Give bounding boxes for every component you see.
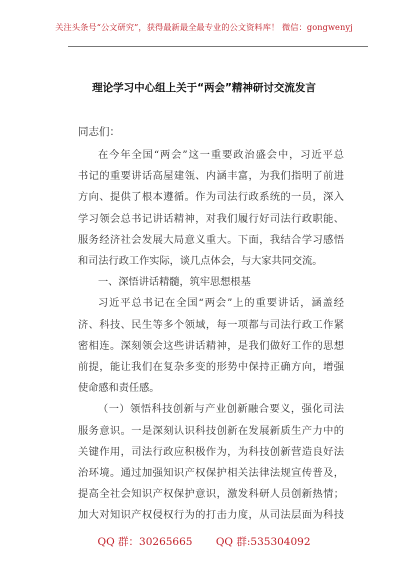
body-line: 关键作用，司法行政应积极作为，为科技创新营造良好法 bbox=[78, 446, 344, 458]
body-line: 在今年全国“两会”这一重要政治盛会中，习近平总 bbox=[98, 150, 344, 161]
body-line: 学习领会总书记讲话精神，对我们履行好司法行政职能、 bbox=[78, 213, 344, 225]
body-line: 书记的重要讲话高屋建瓴、内涵丰富，为我们指明了前进 bbox=[78, 171, 344, 183]
body-line: 使命感和责任感。 bbox=[78, 383, 160, 395]
body-line: （一）领悟科技创新与产业创新融合要义，强化司法 bbox=[98, 404, 344, 416]
body-line: 服务意识。一是深刻认识科技创新在发展新质生产力中的 bbox=[78, 425, 344, 437]
body-line: 服务经济社会发展大局意义重大。下面，我结合学习感悟 bbox=[78, 234, 344, 246]
salutation: 同志们： bbox=[78, 126, 120, 138]
header-divider bbox=[68, 46, 368, 47]
qq-group-2: QQ 群:535304092 bbox=[215, 536, 311, 548]
qq-group-1: QQ 群：30265665 bbox=[97, 536, 193, 548]
body-line: 治环境。通过加强知识产权保护相关法律法规宣传普及， bbox=[78, 468, 344, 479]
body-line: 方向、提供了根本遵循。作为司法行政系统的一员，深入 bbox=[78, 192, 344, 204]
body-line: 提高全社会知识产权保护意识，激发科研人员创新热情； bbox=[78, 489, 344, 501]
top-banner: 关注头条号“公文研究”，获得最新最全最专业的公文资料库！ 微信：gongwenyj bbox=[55, 22, 353, 32]
body-line: 前提，能让我们在复杂多变的形势中保持正确方向，增强 bbox=[78, 362, 344, 373]
body-line: 济、科技、民生等多个领域，每一项都与司法行政工作紧 bbox=[78, 319, 344, 331]
body-line: 加大对知识产权侵权行为的打击力度，从司法层面为科技 bbox=[78, 510, 344, 522]
body-line: 一、深悟讲话精髓，筑牢思想根基 bbox=[98, 277, 251, 289]
body-line: 习近平总书记在全国“两会”上的重要讲话，涵盖经 bbox=[98, 298, 344, 310]
document-title: 理论学习中心组上关于“两会”精神研讨交流发言 bbox=[92, 82, 316, 94]
footer-bar bbox=[0, 534, 408, 549]
body-line: 和司法行政工作实际，谈几点体会，与大家共同交流。 bbox=[78, 256, 323, 267]
body-line: 密相连。深刻领会这些讲话精神，是我们做好工作的思想 bbox=[78, 340, 344, 352]
